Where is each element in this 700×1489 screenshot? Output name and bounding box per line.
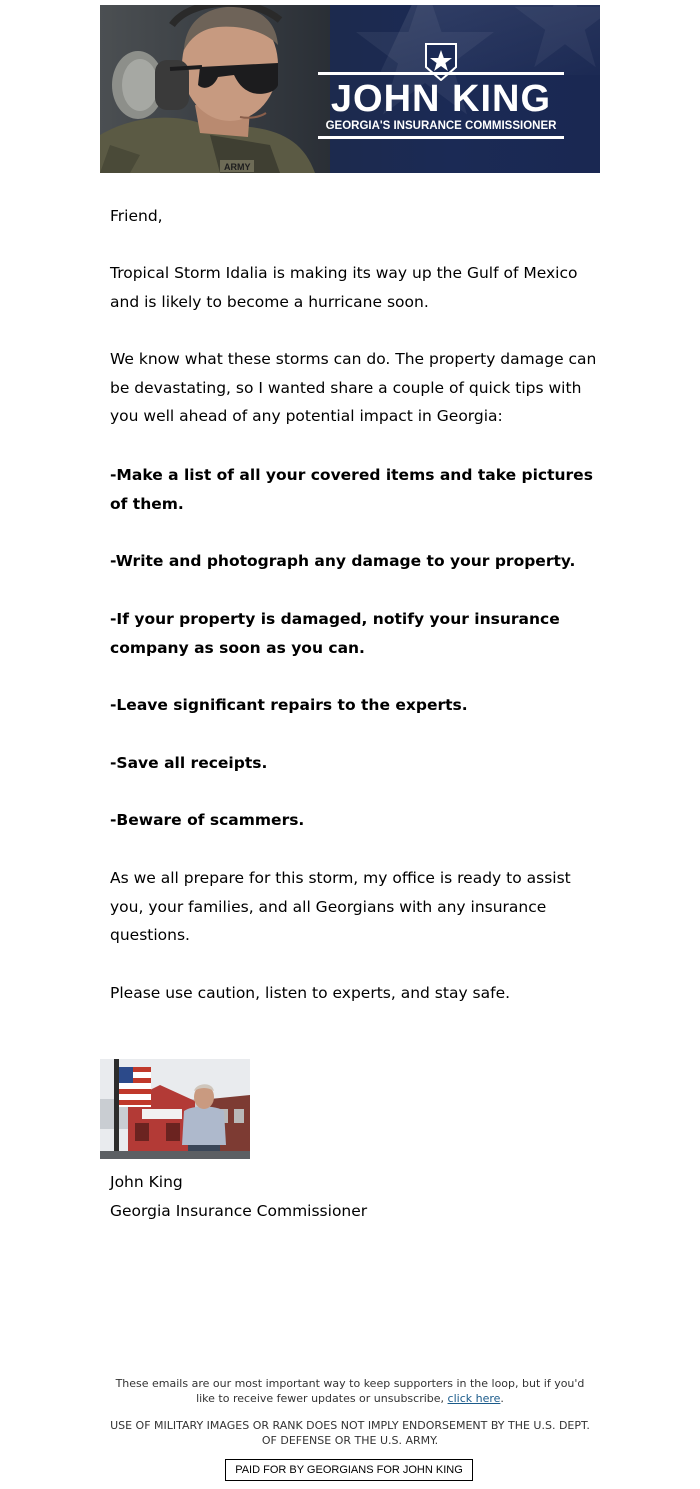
unsubscribe-link[interactable]: click here	[447, 1391, 501, 1405]
logo-name: JOHN KING	[330, 78, 552, 120]
tip-item: -Make a list of all your covered items and take pictures of them.	[110, 466, 593, 513]
paid-for-box: PAID FOR BY GEORGIANS FOR JOHN KING	[225, 1459, 473, 1481]
context-paragraph: We know what these storms can do. The property damage can be devastating, so I wanted share a couple of quick tips with you well ahead of any potential impact in Georgia:	[110, 350, 597, 425]
tip-item: -If your property is damaged, notify your insurance company as soon as you can.	[110, 610, 560, 657]
unsubscribe-end: .	[500, 1391, 504, 1405]
greeting: Friend,	[110, 207, 163, 225]
signoff-line: Please use caution, listen to experts, and stay safe.	[110, 984, 511, 1002]
military-disclaimer: USE OF MILITARY IMAGES OR RANK DOES NOT IMPLY ENDORSEMENT BY THE U.S. DEPT. OF DEFENSE OR THE U.S. ARMY.	[110, 1419, 590, 1447]
signature-title: Georgia Insurance Commissioner	[110, 1202, 368, 1220]
intro-paragraph: Tropical Storm Idalia is making its way up the Gulf of Mexico and is likely to become a hurricane soon.	[110, 264, 578, 311]
svg-text:ARMY: ARMY	[224, 162, 251, 172]
tip-item: -Leave significant repairs to the experts.	[110, 696, 468, 714]
logo-subtitle: GEORGIA'S INSURANCE COMMISSIONER	[325, 120, 557, 132]
signature-name: John King	[110, 1173, 183, 1191]
tip-item: -Save all receipts.	[110, 754, 268, 772]
tip-item: -Beware of scammers.	[110, 811, 305, 829]
closing-paragraph: As we all prepare for this storm, my office is ready to assist you, your families, and all Georgians with any insurance questions.	[110, 869, 571, 944]
signature-photo	[100, 1059, 250, 1159]
star-shield-icon	[425, 43, 457, 81]
logo-bottom-rule	[318, 136, 564, 139]
tip-item: -Write and photograph any damage to your property.	[110, 552, 576, 570]
background-star-icon	[510, 5, 600, 75]
logo-top-rule	[318, 72, 564, 75]
unsubscribe-notice	[110, 1377, 590, 1406]
header-banner[interactable]	[100, 5, 600, 173]
header-portrait	[100, 5, 330, 173]
unsubscribe-text: These emails are our most important way to keep supporters in the loop, but if you'd like to receive fewer updates or unsubscribe,	[115, 1377, 585, 1405]
